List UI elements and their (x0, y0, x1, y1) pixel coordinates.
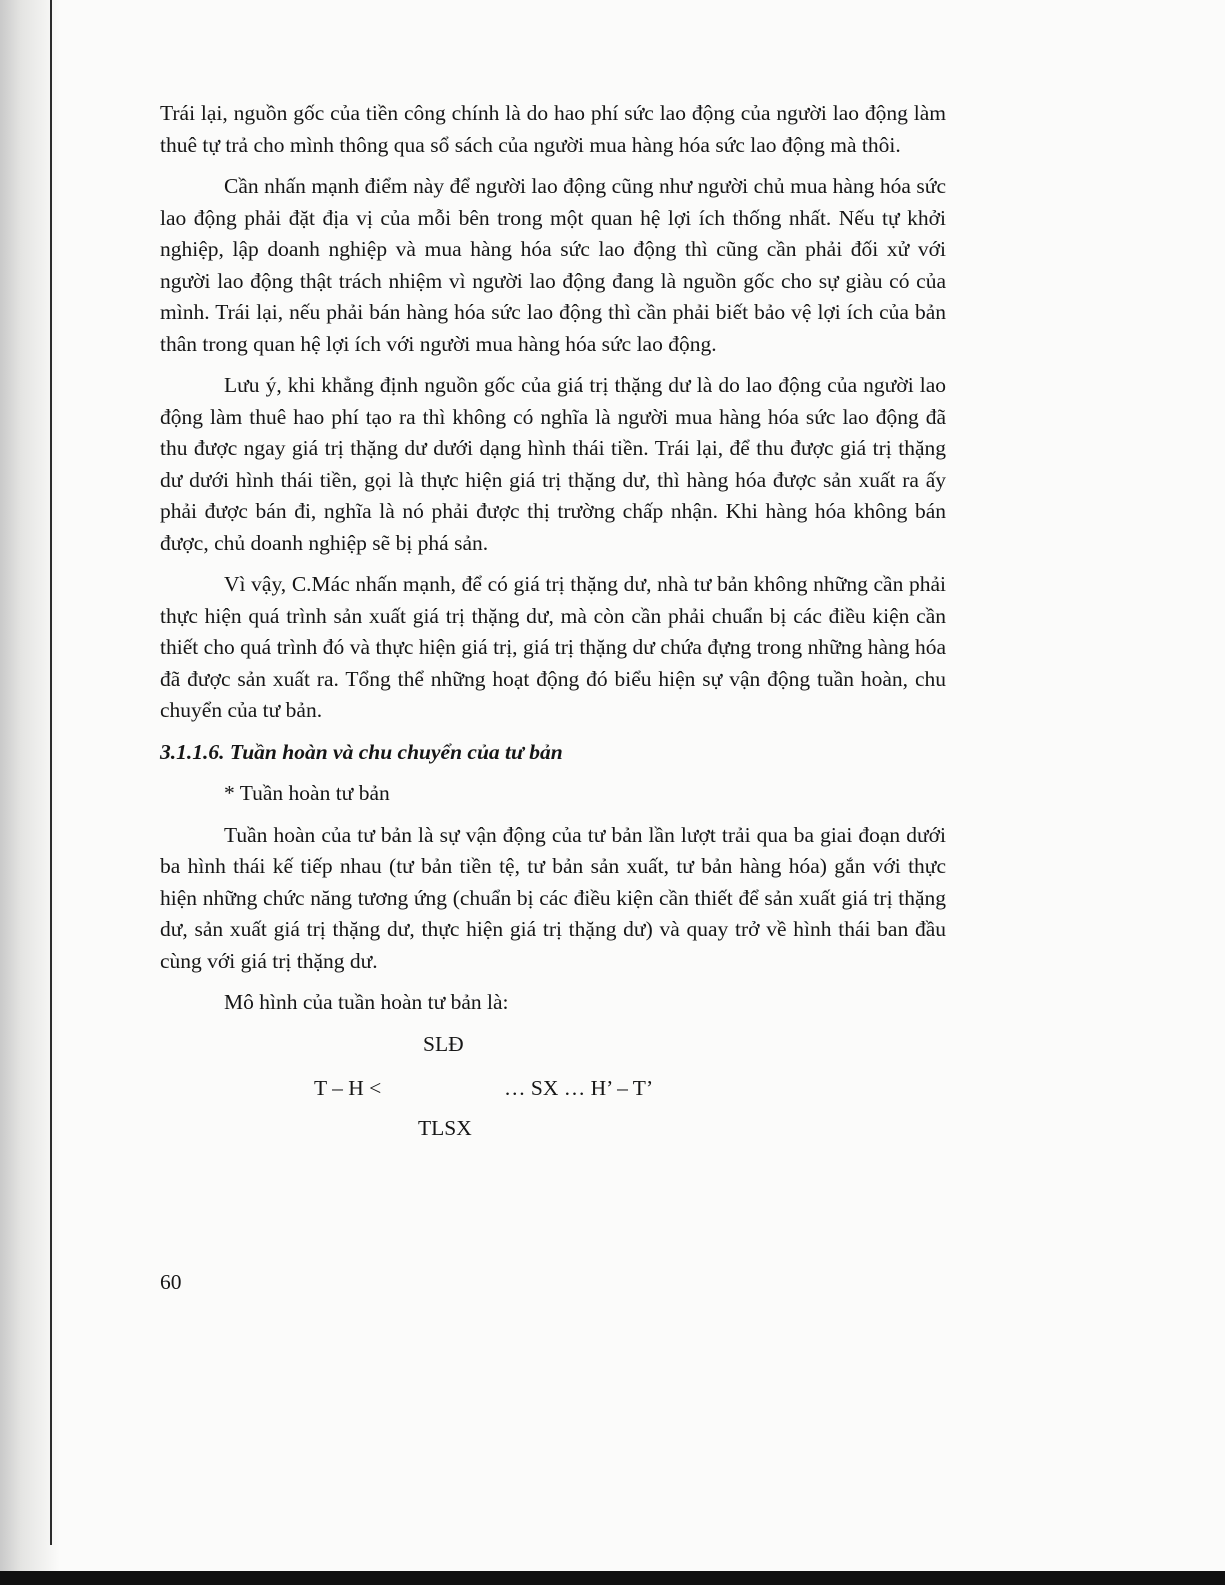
formula-money-commodity: T – H < (314, 1075, 382, 1100)
paragraph-3: Lưu ý, khi khẳng định nguồn gốc của giá trị thặng dư là do lao động của người lao động làm thuê hao phí tạo ra thì không có nghĩa là người mua hàng hóa sức lao động đã thu được ngay giá trị thặng dư dưới dạng hình thái tiền. Trái lại, để thu được giá trị thặng dư dưới hình thái tiền, gọi là thực hiện giá trị thặng dư, thì hàng hóa được sản xuất ra ấy phải được bán đi, nghĩa là nó phải được thị trường chấp nhận. Khi hàng hóa không bán được, chủ doanh nghiệp sẽ bị phá sản. (160, 373, 946, 555)
circulation-formula (160, 1029, 946, 1179)
section-heading: 3.1.1.6. Tuần hoàn và chu chuyển của tư bản (160, 739, 563, 764)
paragraph-2: Cần nhấn mạnh điểm này để người lao động cũng như người chủ mua hàng hóa sức lao động phải đặt địa vị của mỗi bên trong một quan hệ lợi ích thống nhất. Nếu tự khởi nghiệp, lập doanh nghiệp và mua hàng hóa sức lao động thì cũng cần phải đối xử với người lao động thật trách nhiệm vì người lao động đang là nguồn gốc cho sự giàu có của mình. Trái lại, nếu phải bán hàng hóa sức lao động thì cần phải biết bảo vệ lợi ích của bản thân trong quan hệ lợi ích với người mua hàng hóa sức lao động. (160, 174, 946, 356)
scan-bottom-edge (0, 1571, 1225, 1585)
model-intro: Mô hình của tuần hoàn tư bản là: (224, 990, 509, 1014)
paragraph-5: Tuần hoàn của tư bản là sự vận động của tư bản lần lượt trải qua ba giai đoạn dưới ba hình thái kế tiếp nhau (tư bản tiền tệ, tư bản sản xuất, tư bản hàng hóa) gắn với thực hiện những chức năng tương ứng (chuẩn bị các điều kiện cần thiết để sản xuất giá trị thặng dư, sản xuất giá trị thặng dư, thực hiện giá trị thặng dư) và quay trở về hình thái ban đầu cùng với giá trị thặng dư. (160, 822, 946, 973)
formula-labour-power: SLĐ (423, 1031, 464, 1056)
page-number: 60 (160, 1270, 182, 1294)
binding-edge-line (50, 0, 52, 1545)
page-body (160, 98, 946, 1179)
formula-production-sale: … SX … H’ – T’ (504, 1075, 654, 1100)
subheading: * Tuần hoàn tư bản (224, 781, 390, 805)
paragraph-4: Vì vậy, C.Mác nhấn mạnh, để có giá trị thặng dư, nhà tư bản không những cần phải thực hiện quá trình sản xuất giá trị thặng dư, mà còn cần phải chuẩn bị các điều kiện cần thiết cho quá trình đó và thực hiện giá trị, giá trị thặng dư chứa đựng trong những hàng hóa đã được sản xuất ra. Tổng thể những hoạt động đó biểu hiện sự vận động tuần hoàn, chu chuyển của tư bản. (160, 572, 946, 722)
paragraph-1: Trái lại, nguồn gốc của tiền công chính là do hao phí sức lao động của người lao động làm thuê tự trả cho mình thông qua sổ sách của người mua hàng hóa sức lao động mà thôi. (160, 101, 946, 157)
formula-means-of-production: TLSX (418, 1115, 472, 1140)
